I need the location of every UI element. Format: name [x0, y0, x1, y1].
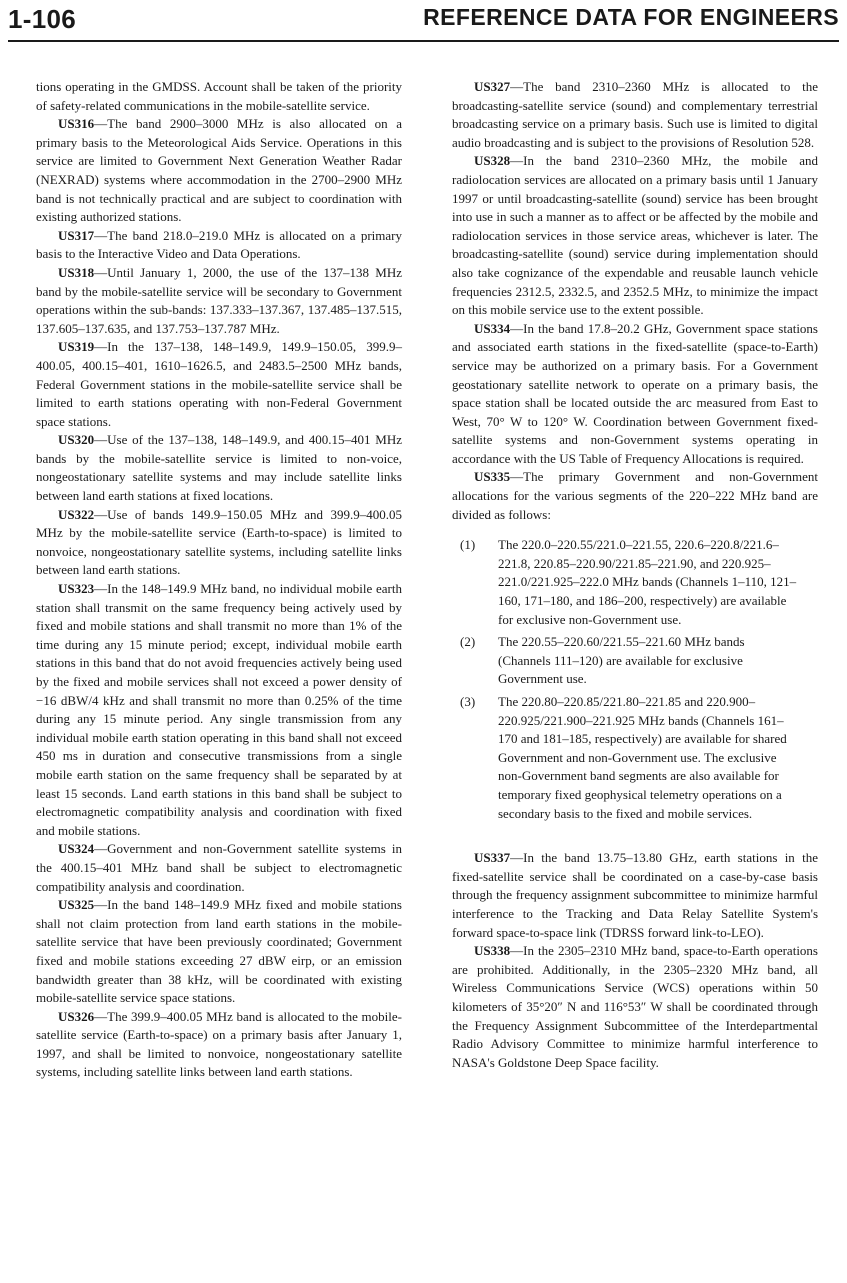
list-item-number: (1)	[460, 537, 476, 553]
rule-text: —Until January 1, 2000, the use of the 137–138 MHz band by the mobile-satellite service will be secondary to Government operations within the sub-bands: 137.333–137.367, 137.485–137.515, 137.605–137.635, and 137.753–137.787 MHz.	[36, 264, 402, 336]
rule-us328	[452, 152, 818, 319]
rule-text: —In the 2305–2310 MHz band, space-to-Earth operations are prohibited. Additionally, in the 2305–2320 MHz band, all Wireless Communications Service (WCS) operations within 50 kilometers of 35°20″ N and 116°53″ W shall be coordinated through the Frequency Assignment Subcommittee of the Interdepartmental Radio Advisory Committee to minimize harmful interference to NASA's Goldstone Deep Space facility.	[452, 943, 818, 1070]
list-item	[452, 536, 818, 629]
rule-us334	[452, 320, 818, 469]
rule-text: —Government and non-Government satellite systems in the 400.15–401 MHz band shall be subject to electromagnetic compatibility analysis and coordination.	[36, 841, 402, 894]
rule-us317	[36, 227, 402, 264]
rule-text: —In the band 17.8–20.2 GHz, Government space stations and associated earth stations in the fixed-satellite (space-to-Earth) service may be authorized on a primary basis. For a Government geostationary satellite network to operate on a primary basis, the space station shall be located outside the arc measured from East to West, 70° W to 120° W. Coordination between Government fixed-satellite systems and non-Government systems operating in accordance with the US Table of Frequency Allocations is required.	[452, 320, 818, 466]
rule-code: US337	[474, 850, 511, 866]
rule-code: US320	[58, 432, 95, 448]
rule-code: US318	[58, 264, 95, 280]
rule-text: —In the 148–149.9 MHz band, no individual mobile earth station shall transmit on the same frequency being actively used by fixed and mobile stations and shall transmit no more than 1% of the time during any 15 minute period; except, individual mobile earth stations in this band that do not avoid frequencies actively being used by the fixed and mobile services shall not exceed a power density of −16 dBW/4 kHz and shall transmit no more than 0.25% of the time during any 15 minute period. Any single transmission from any individual mobile earth station operating in this band shall not exceed 450 ms in duration and consecutive transmissions from a single mobile earth station on the same frequency shall be separated by at least 15 seconds. Land earth stations in this band shall be subject to electromagnetic compatibility analysis and coordination with fixed and mobile stations.	[36, 581, 402, 838]
rule-code: US317	[58, 227, 95, 243]
rule-code: US328	[474, 153, 511, 169]
list-item-text: The 220.80–220.85/221.80–221.85 and 220.900–220.925/221.900–221.925 MHz bands (Channels 161–170 and 181–185, respectively) are available for shared Government and non-Government use. The exclusive non-Government band segments are also available for temporary fixed geophysical telemetry operations on a secondary basis to the fixed and mobile services.	[498, 694, 787, 821]
rule-us335	[452, 468, 818, 524]
rule-us319	[36, 338, 402, 431]
rule-code: US326	[58, 1008, 95, 1024]
rule-text: —In the band 13.75–13.80 GHz, earth stations in the fixed-satellite service shall be coordinated on a case-by-case basis through the frequency assignment subcommittee to minimize harmful interference to the Tracking and Data Relay Satellite System's forward space-to-space link (TDRSS forward link-to-LEO).	[452, 850, 818, 940]
rule-text: —In the band 148–149.9 MHz fixed and mobile stations shall not claim protection from land earth stations in the mobile-satellite service that have been previously coordinated; Government fixed and mobile stations exceeding 27 dBW eirp, or an emission bandwidth greater than 38 kHz, will be coordinated with existing mobile-satellite service space stations.	[36, 897, 402, 1006]
rule-code: US316	[58, 116, 95, 132]
rule-text: —The band 2310–2360 MHz is allocated to the broadcasting-satellite service (sound) and complementary terrestrial broadcasting service on a primary basis. Such use is limited to digital audio broadcasting and is subject to the provisions of Resolution 528.	[452, 79, 818, 150]
page-header	[8, 0, 839, 42]
rule-us338	[452, 942, 818, 1072]
rule-code: US335	[474, 469, 511, 485]
rule-text: —In the 137–138, 148–149.9, 149.9–150.05, 399.9–400.05, 400.15–401, 1610–1626.5, and 2483.5–2500 MHz bands, Federal Government stations in the mobile-satellite service shall be limited to earth stations operating with non-Federal Government space stations.	[36, 339, 402, 429]
rule-us320	[36, 431, 402, 505]
continued-paragraph: tions operating in the GMDSS. Account shall be taken of the priority of safety-related communications in the mobile-satellite service.	[36, 79, 402, 113]
rule-us316	[36, 115, 402, 227]
rule-text: —The 399.9–400.05 MHz band is allocated to the mobile-satellite service (Earth-to-space) on a primary basis after January 1, 1997, and shall be limited to nonvoice, nongeostationary satellite systems, including satellite links between land earth stations.	[36, 1008, 402, 1080]
rule-code: US334	[474, 320, 511, 336]
rule-us322	[36, 506, 402, 580]
rule-text: —The primary Government and non-Government allocations for the various segments of the 220–222 MHz band are divided as follows:	[452, 469, 818, 522]
rule-code: US324	[58, 841, 95, 857]
rule-text: —The band 218.0–219.0 MHz is allocated on a primary basis to the Interactive Video and Data Operations.	[36, 227, 402, 262]
list-item-number: (2)	[460, 634, 476, 650]
rule-us325	[36, 896, 402, 1008]
rule-us326	[36, 1008, 402, 1082]
list-item-text: The 220.55–220.60/221.55–221.60 MHz bands (Channels 111–120) are available for exclusive Government use.	[498, 634, 745, 687]
rule-us323	[36, 580, 402, 840]
left-column	[36, 78, 402, 1082]
running-title: REFERENCE DATA FOR ENGINEERS	[423, 4, 839, 30]
rule-code: US322	[58, 506, 95, 522]
list-item	[452, 633, 818, 689]
right-column	[452, 78, 818, 1072]
page-number: 1-106	[8, 4, 76, 34]
rule-us327	[452, 78, 818, 152]
rule-text: —In the band 2310–2360 MHz, the mobile and radiolocation services are allocated on a primary basis until 1 January 1997 or until broadcasting-satellite (sound) service has been brought into use in such a manner as to affect or be affected by the mobile and radiolocation services in those service areas, whichever is later. The broadcasting-satellite (sound) service during implementation should also take cognizance of the expendable and reusable launch vehicle frequencies 2312.5, 2332.5, and 2352.5 MHz, to minimize the impact on this mobile service use to the extent possible.	[452, 153, 818, 318]
rule-code: US338	[474, 943, 511, 959]
list-item	[452, 693, 818, 823]
list-item-text: The 220.0–220.55/221.0–221.55, 220.6–220.8/221.6–221.8, 220.85–220.90/221.85–221.90, and 220.925–221.0/221.925–222.0 MHz bands (Channels 1–110, 121–160, 171–180, and 186–200, respectively) are available for exclusive non-Government use.	[498, 537, 797, 627]
rule-code: US327	[474, 79, 511, 94]
allocation-list	[452, 536, 818, 823]
rule-us324	[36, 840, 402, 896]
rule-text: —Use of bands 149.9–150.05 MHz and 399.9–400.05 MHz by the mobile-satellite service (Earth-to-space) is limited to nonvoice, nongeostationary satellite systems, including satellite links between land earth stations.	[36, 506, 402, 578]
rule-text: —Use of the 137–138, 148–149.9, and 400.15–401 MHz bands by the mobile-satellite service is limited to non-voice, nongeostationary satellite systems and may include satellite links between land earth stations at fixed locations.	[36, 432, 402, 504]
rule-code: US319	[58, 339, 95, 355]
rule-us318	[36, 264, 402, 338]
rule-text: —The band 2900–3000 MHz is also allocated on a primary basis to the Meteorological Aids Service. Operations in this service are limited to Government Next Generation Weather Radar (NEXRAD) systems where accommodation in the 2700–2900 MHz band is not technically practical and are subject to coordination with existing authorized stations.	[36, 116, 402, 225]
rule-code: US323	[58, 581, 95, 597]
rule-us337	[452, 849, 818, 942]
list-item-number: (3)	[460, 694, 476, 709]
rule-code: US325	[58, 897, 95, 913]
